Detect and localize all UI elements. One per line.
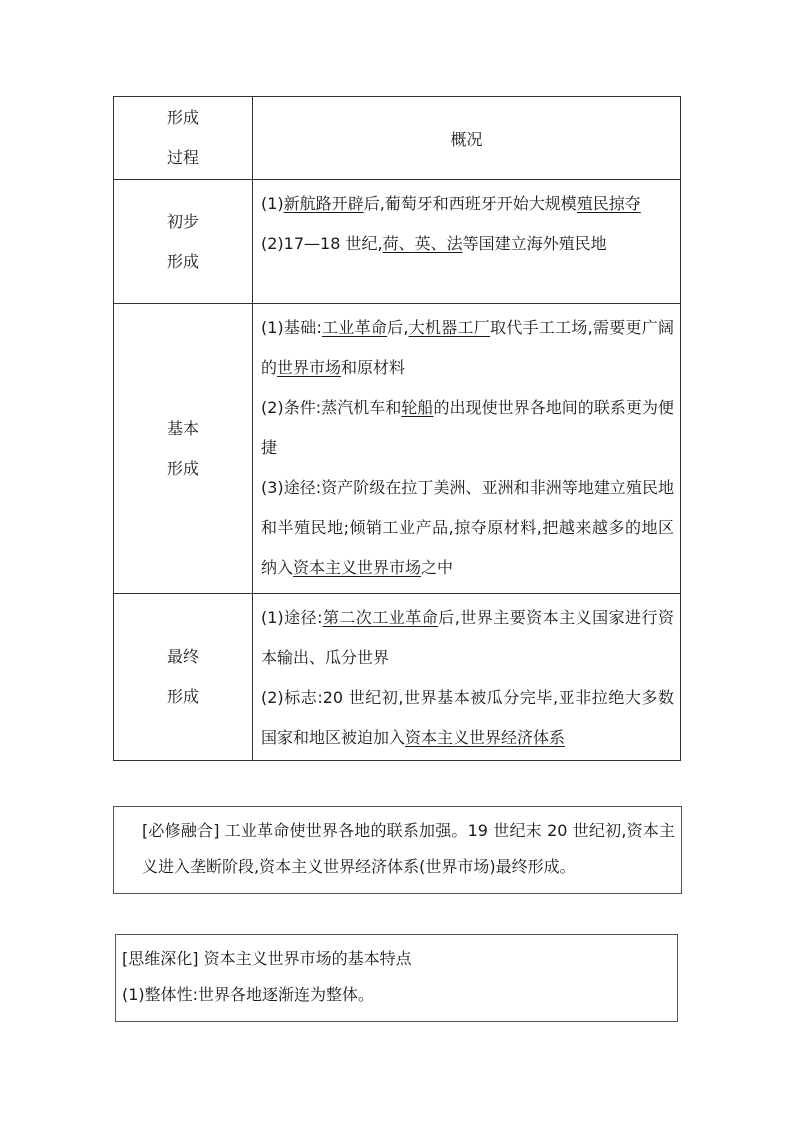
text-segment: (1)途径:: [261, 608, 323, 627]
text-segment: (1)基础:: [261, 318, 322, 337]
text-segment: (3)途径:资产阶级在拉丁美洲、亚洲和非洲等地建立殖民地和半殖民地;倾销工业产品,掠夺原材料,把越来越多的地区纳入: [261, 478, 674, 577]
formation-table: [113, 96, 681, 761]
fusion-note-box: [113, 806, 682, 894]
table-row-final: [114, 594, 681, 761]
deepen-note-heading: [122, 941, 669, 977]
stage-header-line2: 过程: [166, 148, 199, 167]
desc-item: [261, 678, 674, 758]
stage-line1: 基本: [166, 418, 199, 438]
text-segment: 和原材料: [341, 358, 406, 377]
desc-item: [261, 598, 674, 678]
desc-item: [261, 388, 674, 468]
text-segment: (2)17—18 世纪,: [261, 234, 383, 253]
text-segment: 后,: [387, 318, 409, 337]
key-term: 世界市场: [277, 358, 342, 377]
text-segment: 后,世界主要资本主义国家进行资本输出、瓜分世界: [261, 608, 674, 667]
desc-cell: [253, 304, 681, 594]
key-term: 荷、英、法: [382, 234, 463, 253]
desc-cell: [253, 180, 681, 304]
text-segment: 取代手工工场,需要更广阔的: [261, 318, 674, 377]
stage-cell: [114, 180, 253, 304]
stage-header-cell: [114, 97, 253, 180]
stage-line1: 初步: [166, 211, 199, 231]
desc-item: [261, 308, 674, 388]
key-term: 轮船: [401, 398, 434, 417]
stage-line2: 形成: [166, 458, 199, 478]
text-segment: (2)标志:20 世纪初,世界基本被瓜分完毕,亚非拉绝大多数国家和地区被迫加入: [261, 688, 674, 747]
key-term: 资本主义世界经济体系: [405, 728, 566, 747]
table-row-basic: [114, 304, 681, 594]
fusion-note-tag: [必修融合]: [142, 821, 220, 840]
desc-cell: [253, 594, 681, 761]
table-header-row: [114, 97, 681, 180]
stage-line2: 形成: [166, 251, 199, 271]
deepen-note-box: [115, 934, 678, 1022]
stage-line2: 形成: [166, 687, 199, 706]
text-segment: 的出现使世界各地间的联系更为便捷: [261, 398, 674, 457]
stage-line1: 最终: [166, 647, 199, 666]
text-segment: 之中: [421, 558, 454, 577]
stage-header-line1: 形成: [166, 108, 199, 127]
key-term: 大机器工厂: [408, 318, 491, 337]
deepen-note-tag: [思维深化]: [122, 949, 199, 968]
desc-item: [261, 468, 674, 588]
text-segment: (1): [261, 194, 284, 213]
desc-item: [261, 184, 674, 224]
key-term: 工业革命: [321, 318, 388, 337]
key-term: 第二次工业革命: [322, 608, 439, 627]
desc-header-cell: 概况: [253, 97, 681, 180]
key-term: 新航路开辟: [283, 194, 364, 213]
key-term: 资本主义世界市场: [293, 558, 422, 577]
key-term: 殖民掠夺: [576, 194, 641, 213]
fusion-note-text: [124, 813, 675, 885]
table-row-initial: [114, 180, 681, 304]
stage-cell: [114, 304, 253, 594]
text-segment: (2)条件:蒸汽机车和: [261, 398, 402, 417]
fusion-note-body: 工业革命使世界各地的联系加强。19 世纪末 20 世纪初,资本主义进入垄断阶段,资本主义世界经济体系(世界市场)最终形成。: [142, 821, 675, 876]
desc-item: [261, 224, 674, 264]
text-segment: 后,葡萄牙和西班牙开始大规模: [363, 194, 577, 213]
text-segment: 等国建立海外殖民地: [462, 234, 607, 253]
stage-cell: [114, 594, 253, 761]
deepen-note-title: 资本主义世界市场的基本特点: [203, 949, 412, 968]
deepen-note-point: (1)整体性:世界各地逐渐连为整体。: [122, 985, 375, 1004]
